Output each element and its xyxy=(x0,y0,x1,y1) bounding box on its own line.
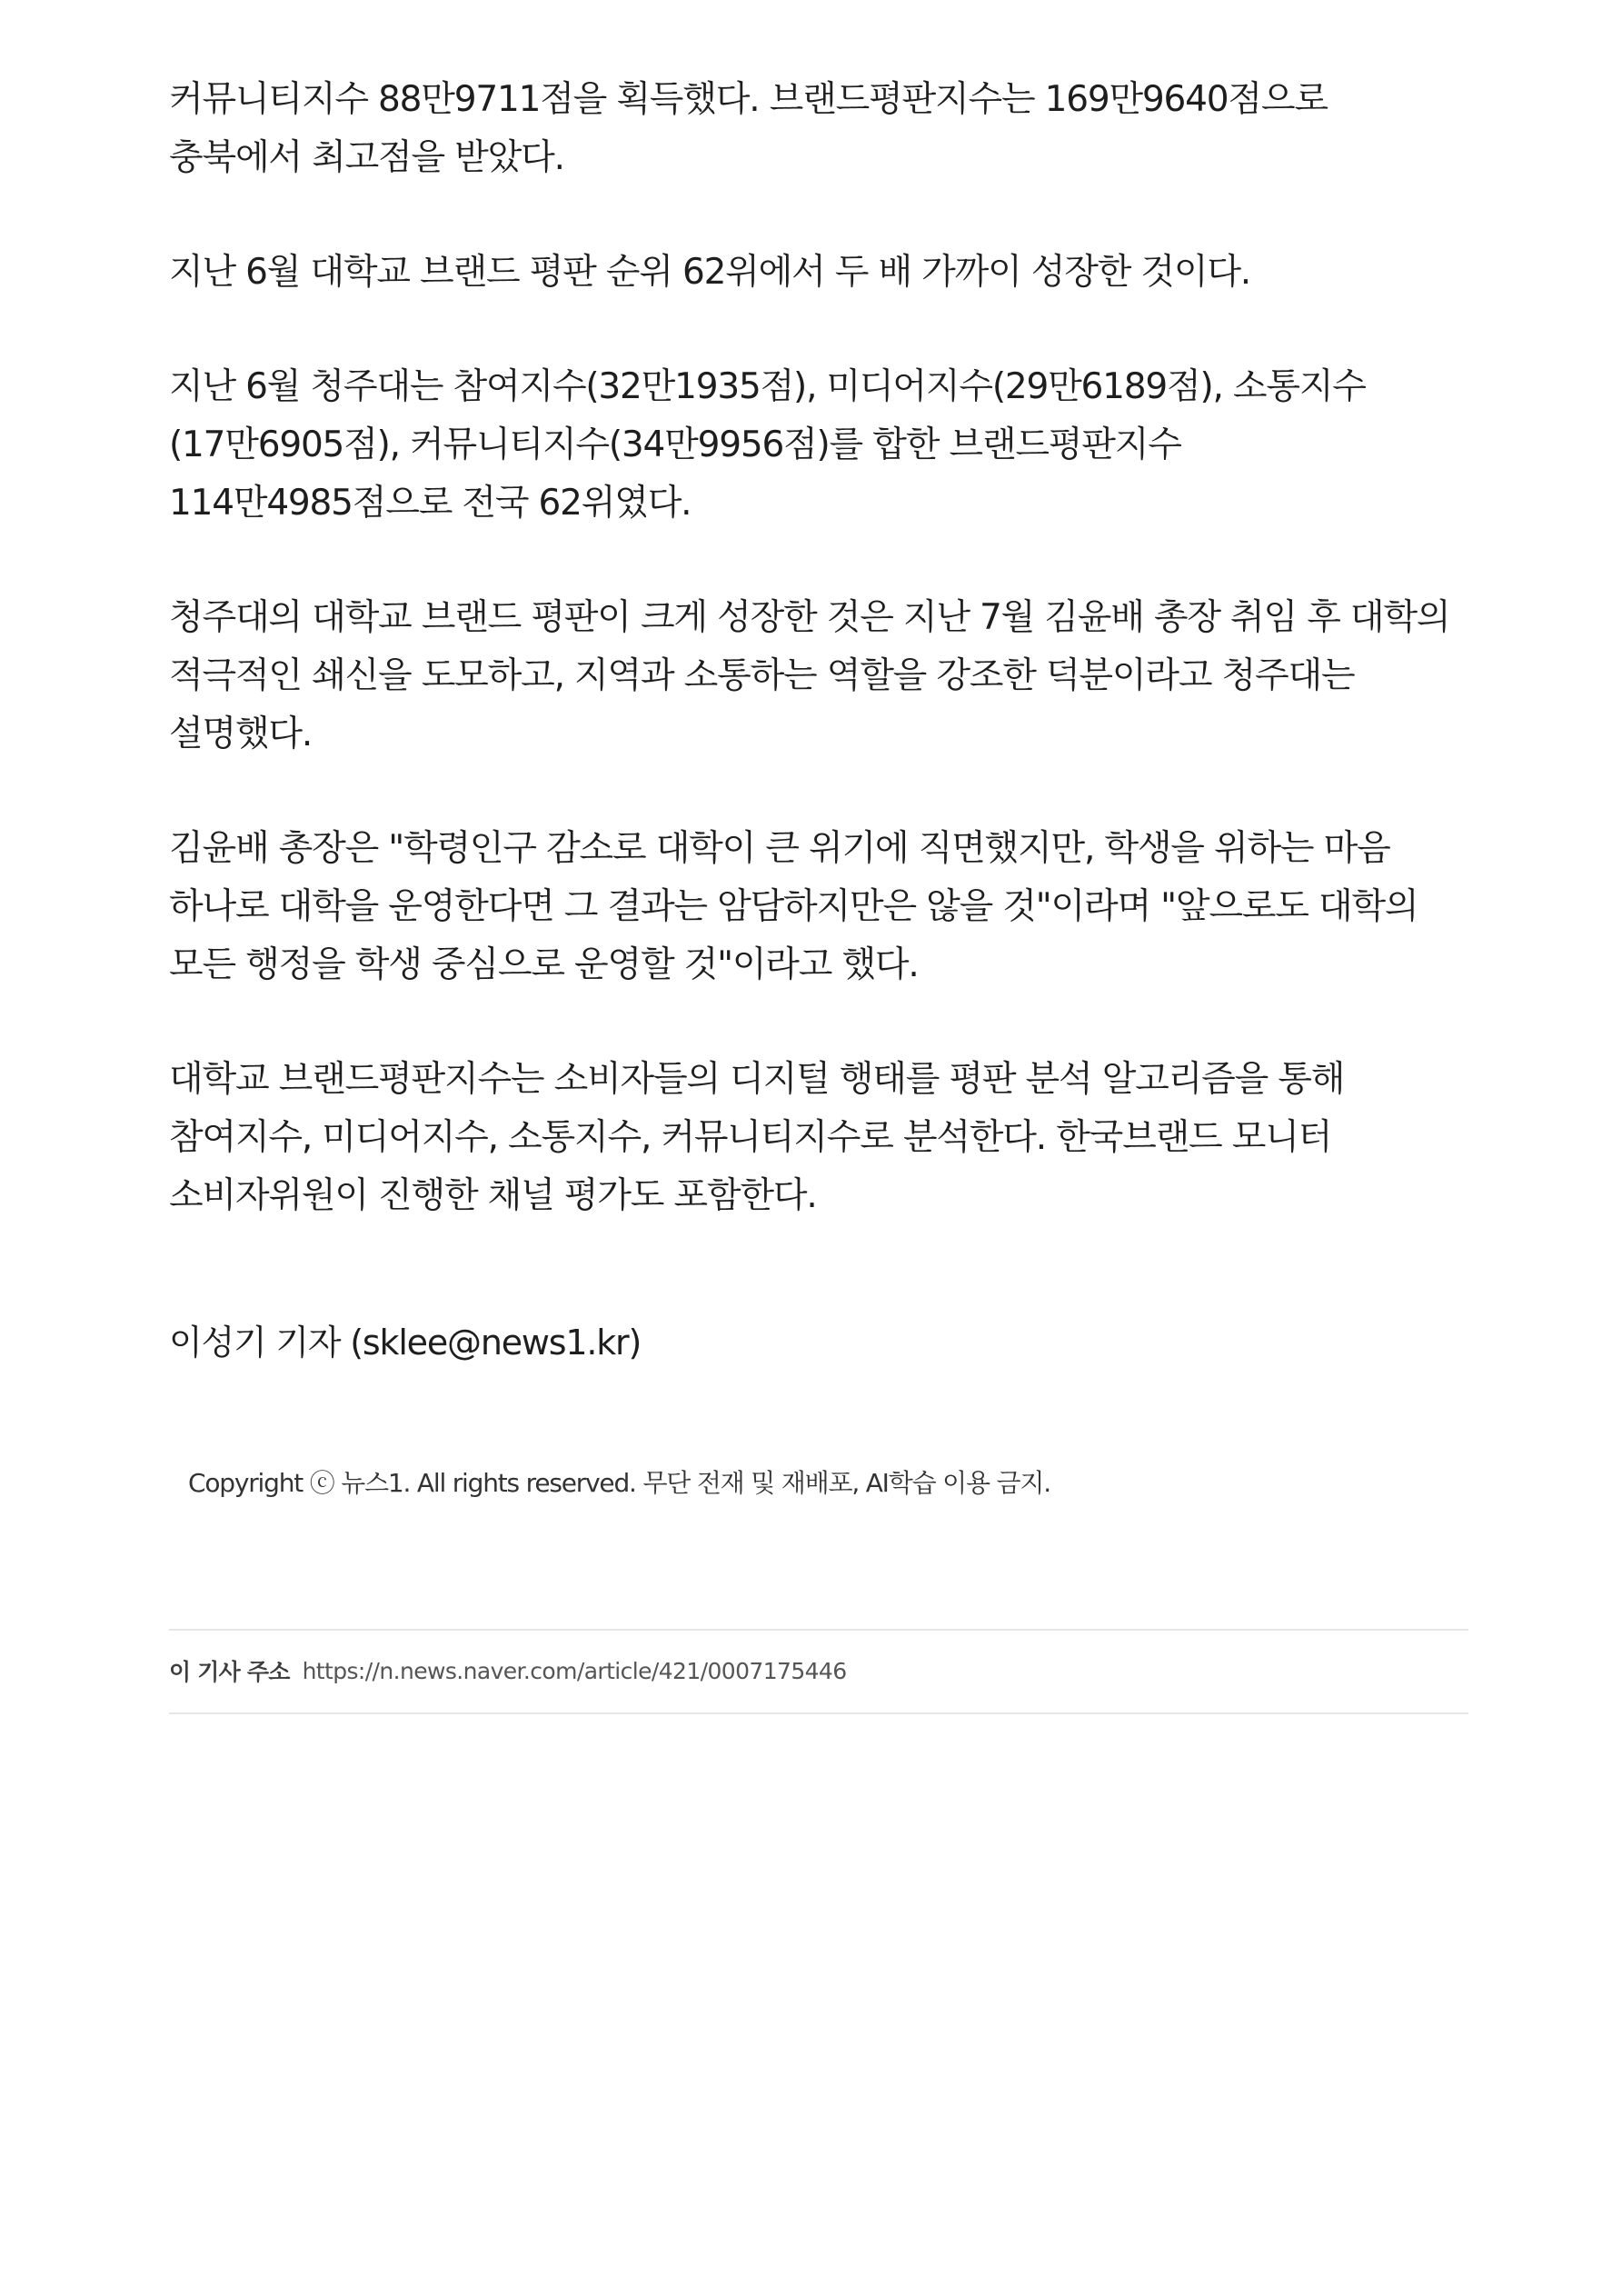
article-body xyxy=(169,71,1468,1282)
article-paragraph: 커뮤니티지수 88만9711점을 획득했다. 브랜드평판지수는 169만9640점으로 충북에서 최고점을 받았다. xyxy=(169,79,1328,178)
copyright-notice: Copyright ⓒ 뉴스1. All rights reserved. 무단 전재 및 재배포, AI학습 이용 금지. xyxy=(188,1468,1050,1498)
article-paragraph: 청주대의 대학교 브랜드 평판이 크게 성장한 것은 지난 7월 김윤배 총장 취임 후 대학의 적극적인 쇄신을 도모하고, 지역과 소통하는 역할을 강조한 덕분이라고 청주대는 설명했다. xyxy=(169,597,1450,754)
article-paragraph: 지난 6월 청주대는 참여지수(32만1935점), 미디어지수(29만6189점), 소통지수(17만6905점), 커뮤니티지수(34만9956점)를 합한 브랜드평판지수 114만4985점으로 전국 62위였다. xyxy=(169,366,1366,524)
article-paragraph: 대학교 브랜드평판지수는 소비자들의 디지털 행태를 평판 분석 알고리즘을 통해 참여지수, 미디어지수, 소통지수, 커뮤니티지수로 분석한다. 한국브랜드 모니터 소비자위원이 진행한 채널 평가도 포함한다. xyxy=(169,1059,1345,1216)
divider xyxy=(169,1629,1468,1631)
article-byline: 이성기 기자 (sklee@news1.kr) xyxy=(169,1323,642,1363)
article-source-label: 이 기사 주소 xyxy=(169,1659,290,1685)
article-paragraph: 지난 6월 대학교 브랜드 평판 순위 62위에서 두 배 가까이 성장한 것이다. xyxy=(169,252,1251,293)
article-source-row xyxy=(169,1652,847,1689)
article-paragraph: 김윤배 총장은 "학령인구 감소로 대학이 큰 위기에 직면했지만, 학생을 위하는 마음 하나로 대학을 운영한다면 그 결과는 암담하지만은 않을 것"이라며 "앞으로도 대학의 모든 행정을 학생 중심으로 운영할 것"이라고 했다. xyxy=(169,828,1418,985)
article-source-url[interactable]: https://n.news.naver.com/article/421/0007175446 xyxy=(302,1657,847,1684)
divider xyxy=(169,1712,1468,1714)
